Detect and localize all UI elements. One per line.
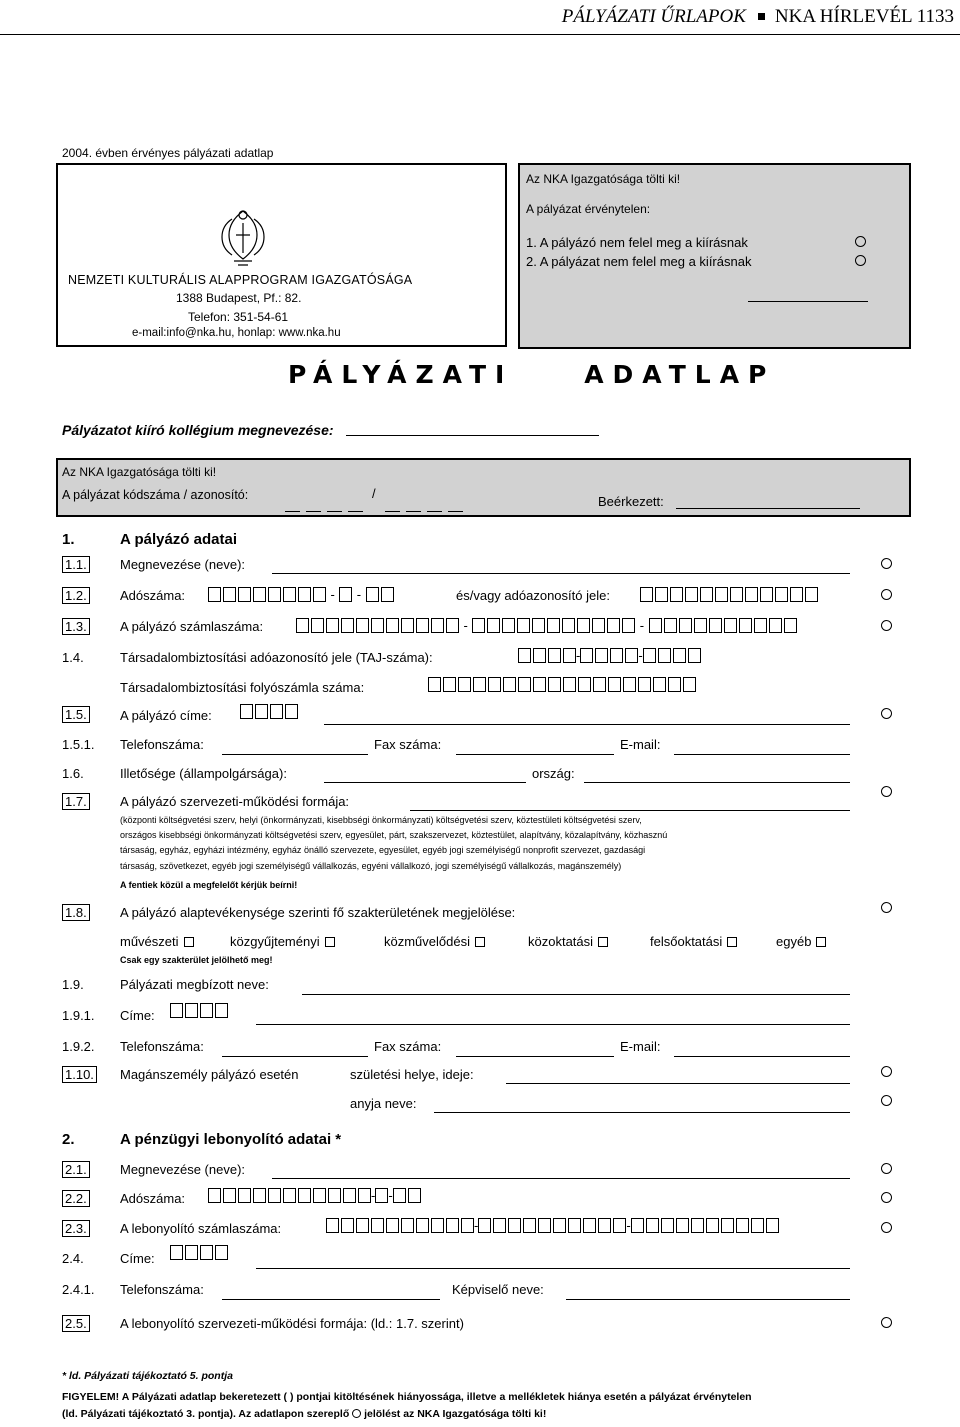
mother-label: anyja neve:: [350, 1096, 417, 1111]
org-form-text-3: társaság, egyház, egyházi intézmény, egyház önálló szervezete, egyesület, egyéb jogi személyiségű nonprofit szervezet, gazdasági: [120, 845, 646, 855]
opt-6-label: egyéb: [776, 934, 812, 949]
row-1-5-1-num: 1.5.1.: [62, 737, 95, 752]
square-bullet-icon: [758, 13, 765, 20]
row-1-5-circle: [881, 708, 892, 719]
title-word-1: PÁLYÁZATI: [288, 360, 514, 389]
manager-name-line[interactable]: [272, 1178, 850, 1179]
web-link[interactable]: www.nka.hu: [278, 327, 341, 339]
opt-4-label: közoktatási: [528, 934, 594, 949]
row-1-9-1-num: 1.9.1.: [62, 1008, 95, 1023]
opt-1-label: művészeti: [120, 934, 179, 949]
row-2-2-num: 2.2.: [62, 1190, 90, 1207]
invalid-label: A pályázat érvénytelen:: [526, 202, 651, 216]
code-slash: /: [372, 486, 376, 501]
reason-2-circle[interactable]: [855, 255, 866, 266]
row-1-1-num: 1.1.: [62, 556, 90, 573]
field-opt-6[interactable]: [776, 934, 826, 949]
account-sep-2: -: [639, 618, 645, 633]
row-1-1-label: Megnevezése (neve):: [120, 557, 246, 572]
ss-account-cells[interactable]: [428, 676, 696, 694]
field-label: A pályázó alaptevékenysége szerinti fő szakterületének megjelölése:: [120, 905, 516, 920]
row-1-9-2-num: 1.9.2.: [62, 1039, 95, 1054]
page-number: 1133: [916, 6, 954, 27]
row-1-3-circle: [881, 620, 892, 631]
opt-4-checkbox[interactable]: [598, 937, 608, 947]
field-opt-5[interactable]: [650, 934, 737, 949]
org-phone: Telefon: 351-54-61: [188, 310, 289, 324]
opt-1-checkbox[interactable]: [184, 937, 194, 947]
section-2-num: 2.: [62, 1131, 75, 1148]
name-line[interactable]: [272, 573, 850, 574]
taj-cells[interactable]: [518, 647, 701, 665]
row-2-3-label: A lebonyolító számlaszáma:: [120, 1221, 282, 1236]
web-label: , honlap:: [231, 327, 276, 339]
agent-email-label: E-mail:: [620, 1039, 661, 1054]
warning-line-2: [62, 1408, 546, 1420]
reason-1-circle[interactable]: [855, 236, 866, 247]
row-1-5-label: A pályázó címe:: [120, 708, 212, 723]
row-1-6-num: 1.6.: [62, 766, 84, 781]
warning-text-2: (ld. Pályázati tájékoztató 3. pontja). Az adatlapon szereplő: [62, 1408, 350, 1420]
row-2-2-label: Adószáma:: [120, 1191, 186, 1206]
section-2-title: A pénzügyi lebonyolító adatai *: [120, 1131, 342, 1148]
tax-id-cells[interactable]: [640, 586, 818, 604]
warning-line-1: [62, 1391, 752, 1403]
email-label: e-mail:: [132, 327, 167, 339]
agent-fax-line[interactable]: [456, 1056, 614, 1057]
warning-circle-icon: [352, 1409, 361, 1418]
country-label: ország:: [532, 766, 575, 781]
manager-phone-label: Telefonszáma:: [120, 1282, 204, 1297]
manager-tax-sep-1: -: [371, 1188, 376, 1203]
email-field-label: E-mail:: [620, 737, 661, 752]
row-1-1-circle: [881, 558, 892, 569]
row-2-3-num: 2.3.: [62, 1220, 90, 1237]
row-2-2-circle: [881, 1192, 892, 1203]
code-label: A pályázat kódszáma / azonosító:: [62, 488, 249, 502]
opt-5-label: felsőoktatási: [650, 934, 723, 949]
tax-number-cells[interactable]: [208, 586, 394, 604]
row-1-5-num: 1.5.: [62, 706, 90, 723]
manager-postcode-cells[interactable]: [170, 1244, 228, 1262]
opt-6-checkbox[interactable]: [816, 937, 826, 947]
postcode-cells[interactable]: [240, 703, 298, 721]
form-validity-label: 2004. évben érvényes pályázati adatlap: [62, 146, 274, 160]
org-contact: [132, 327, 341, 339]
country-line[interactable]: [584, 782, 850, 783]
phone-line[interactable]: [222, 754, 368, 755]
opt-3-label: közművelődési: [384, 934, 470, 949]
email-line[interactable]: [674, 754, 850, 755]
row-2-4-label: Címe:: [120, 1251, 155, 1266]
section-1-num: 1.: [62, 531, 75, 548]
row-2-4-num: 2.4.: [62, 1251, 84, 1266]
agent-name-label: Pályázati megbízott neve:: [120, 977, 269, 992]
manager-account-sep-2: -: [626, 1218, 631, 1233]
row-1-4-num: 1.4.: [62, 650, 84, 665]
field-opt-3[interactable]: [384, 934, 485, 949]
org-form-text-1: (központi költségvetési szerv, helyi (önkormányzati, kisebbségi önkormányzati) költségvetési szerv, köztestületi költségvetési szerv,: [120, 815, 642, 825]
agent-address-line[interactable]: [256, 1024, 850, 1025]
row-1-2-label: Adószáma:: [120, 588, 186, 603]
citizenship-line[interactable]: [324, 782, 526, 783]
code-dashes-2[interactable]: [382, 499, 466, 517]
row-2-1-num: 2.1.: [62, 1161, 90, 1178]
org-form-text-2: országos kisebbségi önkormányzati költségvetési szerv, egyesület, párt, szakszervezet, köztestület, alapítvány, közalapítvány, közhasznú: [120, 830, 668, 840]
tax-sep-2: -: [356, 587, 362, 602]
org-form-note: A fentiek közül a megfelelőt kérjük beírni!: [120, 880, 298, 890]
birth-line[interactable]: [506, 1083, 850, 1084]
org-form-line[interactable]: [410, 810, 850, 811]
college-label: Pályázatot kiíró kollégium megnevezése:: [62, 422, 334, 438]
row-2-1-label: Megnevezése (neve):: [120, 1162, 246, 1177]
org-form-label: A pályázó szervezeti-működési formája:: [120, 794, 350, 809]
mother-line[interactable]: [434, 1112, 850, 1113]
row-2-1-circle: [881, 1163, 892, 1174]
field-opt-4[interactable]: [528, 934, 608, 949]
row-1-9-num: 1.9.: [62, 977, 84, 992]
warning-lead: FIGYELEM!: [62, 1391, 120, 1403]
code-dashes-1[interactable]: [282, 499, 366, 517]
agent-address-label: Címe:: [120, 1008, 155, 1023]
org-form-text-4: társaság, szövetkezet, egyéb jogi személyiségű vállalkozás, egyéni vállalkozó, jogi személyiségű vállalkozás, magánszemély): [120, 861, 622, 871]
received-line[interactable]: [676, 508, 860, 509]
account-sep-1: -: [463, 618, 468, 633]
row-1-10-num: 1.10.: [62, 1066, 97, 1083]
citizenship-label: Illetősége (állampolgársága):: [120, 766, 287, 781]
manager-address-line[interactable]: [256, 1268, 850, 1269]
row-1-7-num: 1.7.: [62, 793, 90, 810]
fax-line[interactable]: [456, 754, 614, 755]
representative-label: Képviselő neve:: [452, 1282, 544, 1297]
row-1-10-circle-2: [881, 1095, 892, 1106]
title-word-2: ADATLAP: [584, 360, 776, 389]
tax-sep-1: -: [330, 587, 335, 602]
manager-tax-sep-2: -: [388, 1188, 393, 1203]
row-1-3-label: A pályázó számlaszáma:: [120, 619, 264, 634]
manager-account-cells[interactable]: [326, 1217, 779, 1235]
taj-sep-2: -: [638, 648, 643, 663]
opt-5-checkbox[interactable]: [727, 937, 737, 947]
invalid-reason-2: 2. A pályázat nem felel meg a kiírásnak: [526, 254, 752, 269]
row-2-5-num: 2.5.: [62, 1315, 90, 1332]
received-label: Beérkezett:: [598, 494, 664, 509]
account-number-cells[interactable]: [296, 617, 797, 635]
opt-2-label: közgyűjteményi: [230, 934, 320, 949]
agent-fax-label: Fax száma:: [374, 1039, 442, 1054]
header-section: PÁLYÁZATI ŰRLAPOK: [561, 6, 746, 27]
ss-account-label: Társadalombiztosítási folyószámla száma:: [120, 680, 365, 695]
phone-label: Telefonszáma:: [120, 737, 204, 752]
warning-text-3: jelölést az NKA Igazgatósága tölti ki!: [364, 1408, 547, 1420]
birth-label: születési helye, ideje:: [350, 1067, 474, 1082]
form-title: [288, 360, 775, 389]
crest-logo-icon: [212, 205, 274, 269]
office-box-2-title: Az NKA Igazgatósága tölti ki!: [62, 465, 217, 479]
agent-phone-line[interactable]: [222, 1056, 368, 1057]
manager-phone-line[interactable]: [222, 1299, 440, 1300]
address-line[interactable]: [324, 724, 850, 725]
email-link[interactable]: info@nka.hu: [166, 327, 232, 339]
taj-sep-1: -: [576, 648, 581, 663]
field-opt-2[interactable]: [230, 934, 335, 949]
row-1-2-circle: [881, 589, 892, 600]
tax-id-label: és/vagy adóazonosító jele:: [456, 588, 610, 603]
fax-label: Fax száma:: [374, 737, 442, 752]
footnote: * ld. Pályázati tájékoztató 5. pontja: [62, 1370, 233, 1382]
agent-phone-label: Telefonszáma:: [120, 1039, 204, 1054]
manager-account-sep-1: -: [474, 1218, 479, 1233]
row-1-8-num: 1.8.: [62, 904, 90, 921]
row-2-3-circle: [881, 1222, 892, 1233]
row-1-8-circle: [881, 902, 892, 913]
representative-line[interactable]: [566, 1299, 850, 1300]
college-input-line[interactable]: [346, 435, 599, 436]
opt-3-checkbox[interactable]: [475, 937, 485, 947]
field-opt-1[interactable]: [120, 934, 194, 949]
section-1-title: A pályázó adatai: [120, 531, 237, 548]
row-2-4-1-num: 2.4.1.: [62, 1282, 95, 1297]
org-address: 1388 Budapest, Pf.: 82.: [176, 291, 302, 305]
office-box-title: Az NKA Igazgatósága tölti ki!: [526, 172, 681, 186]
agent-email-line[interactable]: [674, 1056, 850, 1057]
agent-postcode-cells[interactable]: [170, 1002, 228, 1020]
agent-name-line[interactable]: [302, 994, 850, 995]
field-note: Csak egy szakterület jelölhető meg!: [120, 955, 273, 965]
warning-text-1: A Pályázati adatlap bekeretezett ( ) pontjai kitöltésének hiányossága, illetve a mellékletek hiánya esetén a pályázat érvénytelen: [121, 1391, 752, 1403]
row-2-5-circle: [881, 1317, 892, 1328]
row-1-10-circle-1: [881, 1066, 892, 1077]
manager-tax-cells[interactable]: [208, 1187, 421, 1205]
opt-2-checkbox[interactable]: [325, 937, 335, 947]
row-1-4-label: Társadalombiztosítási adóazonosító jele (TAJ-száma):: [120, 650, 433, 665]
page-header-text: [562, 6, 954, 28]
private-person-label: Magánszemély pályázó esetén: [120, 1067, 299, 1082]
org-name: NEMZETI KULTURÁLIS ALAPPROGRAM IGAZGATÓSÁGA: [68, 273, 413, 287]
row-1-7-circle: [881, 786, 892, 797]
invalid-reason-1: 1. A pályázó nem felel meg a kiírásnak: [526, 235, 748, 250]
signature-line[interactable]: [748, 301, 868, 302]
header-publication: NKA HÍRLEVÉL: [774, 6, 912, 27]
manager-org-form-label: A lebonyolító szervezeti-működési formája: (ld.: 1.7. szerint): [120, 1316, 464, 1331]
row-1-3-num: 1.3.: [62, 618, 90, 635]
row-1-2-num: 1.2.: [62, 587, 90, 604]
